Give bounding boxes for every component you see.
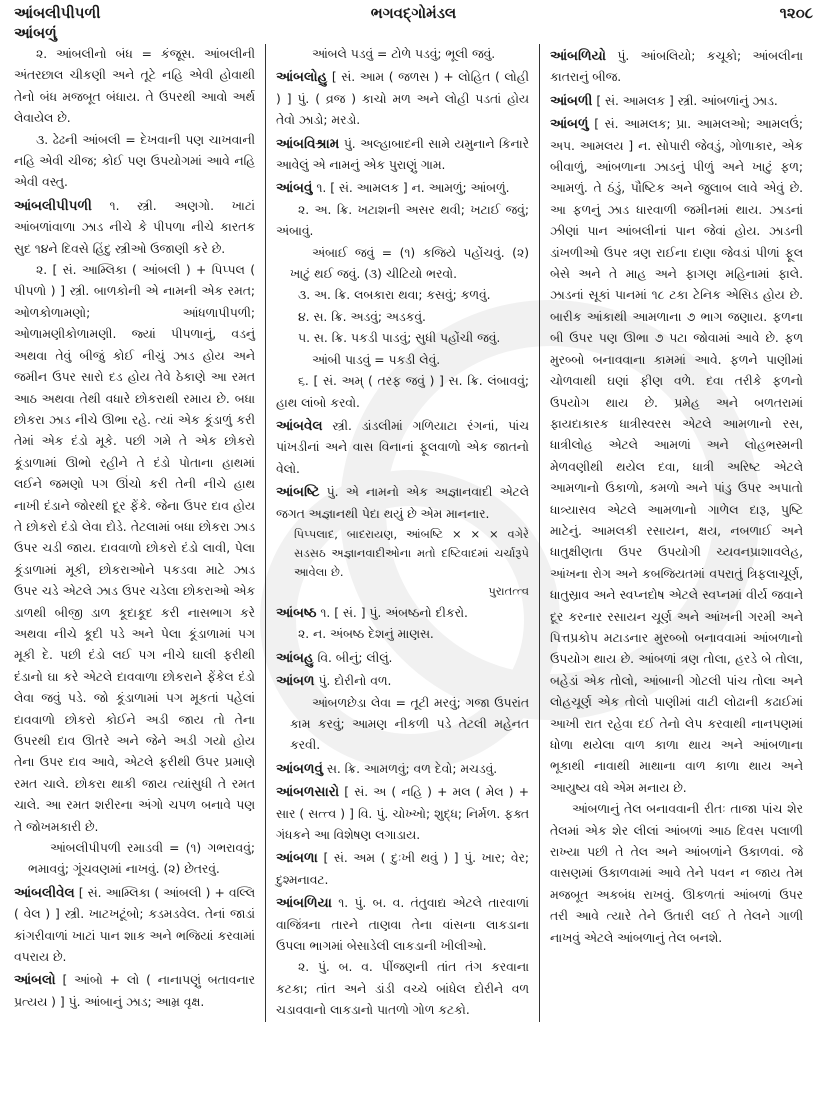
dictionary-entry (276, 178, 529, 199)
entry-headword: આંબળિયો (550, 48, 607, 64)
entry-definition: [ સં. અમ ( દુઃખી થવું ) ] પું. ખાર; વેર; દુશ્મનાવટ. (276, 851, 529, 887)
entry-sense: ૨. [ સં. આમ્લિકા ( આંબલી ) + પિપ્પલ ( પીપળો ) ] સ્ત્રી. બાળકોની એ નામની એક રમત; ઓળકોળામણો; આંધળાપીપળી; ઓળામણીકોળામણી. જ્યાં પીપળાનું, વડનું અથવા તેવું બીજું કોઈ નીચું ઝાડ હોય અને જમીન ઉપર સારો દડ હોય તેવે ઠેકાણે આ રમત આઠ અથવા તેથી વધારે છોકરાથી રમાય છે. બધા છોકરા ઝાડ નીચે ઊભા રહે. ત્યાં એક કૂંડાળું કરી તેમાં એક દંડો મૂકે. પછી ગમે તે એક છોકરો કૂંડાળામાં ઊભો રહીને તે દંડો પોતાના હાથમાં લઈને જમણો પગ ઊંચો કરી તેની નીચે હાથ નાખી દંડાને જોરથી દૂર ફેંકે. જેના ઉપર દાવ હોય તે છોકરો દંડો લેવા દોડે. તેટલામાં બધા છોકરા ઝાડ ઉપર ચડી જાય. દાવવાળો છોકરો દંડો લાવી, પેલા કૂંડાળામાં મૂકી, છોકરાઓને પકડવા માટે ઝાડ ઉપર ચડે એટલે ઝાડ ઉપર ચડેલા છોકરાઓ એક ડાળથી બીજી ડાળ કૂદાકૂદ કરી નાસભાગ કરે અથવા નીચે કૂદી પડે અને પેલા કૂંડાળામાં પગ મૂકી દે. પછી દંડો લઈ પગ નીચે ઘાલી ફરીથી દંડાનો ઘા કરે એટલે દાવવાળા છોકરાને ફેંકેલ દંડો લેવા જવું પડે. જો કૂંડાળામાં પગ મૂકતાં પહેલાં દાવવાળો છોકરો કોઈને અડી જાય તો તેના ઉપરથી દાવ ઊતરે અને જેને અડી ગયો હોય તેના ઉપર દાવ આવે, એટલે ફરીથી ઉપર પ્રમાણે રમત ચાલે. છોકરા થાકી જાય ત્યાંસુધી તે રમત ચાલે. આ રમત શરીરના અંગો ચપળ બનાવે પણ તે જોખમકારી છે. (14, 263, 255, 834)
entry-headword: આંબળ (276, 673, 315, 690)
dictionary-entry (14, 883, 255, 969)
page-title: ભગવદ્ગોમંડલ (370, 4, 457, 22)
entry-definition: વિ. બીનું; લીલું. (313, 650, 393, 665)
dictionary-entry (14, 970, 255, 1013)
page-number: ૧૨૦૮ (779, 4, 813, 22)
entry-sense: ૫. સ. ક્રિ. પકડી પાડવું; સુધી પહોંચી જવું. (298, 331, 501, 346)
entry-definition: પું. દોરીનો વળ. (314, 674, 392, 689)
entry-sense: ૬. [ સં. અમ્ ( તરફ જવું ) ] સ. ક્રિ. લંબાવવું; હાથ લાંબો કરવો. (276, 374, 529, 410)
entry-definition: સ્ત્રી. ડાંડલીમાં ગળિયાટા રંગનાં, પાંચ પાંખડીનાં અને વાસ વિનાનાં ફૂલવાળો એક જાતનો વેલો. (276, 418, 529, 476)
entry-sense: ૨. આંબલીનો બંધ = કંજૂસ. આંબલીની અંતરછાલ ચીકણી અને તૂટે નહિ એવી હોવાથી તેનો બંધ મજબૂત બંધાય. તે ઉપરથી આવો અર્થ લેવાયેલ છે. (14, 47, 255, 126)
entry-definition: પું. આંબલિયો; કચૂકો; આંબલીના કાતરાનું બીજ. (550, 49, 803, 85)
entry-headword: આંબળી (550, 92, 593, 109)
dictionary-entry (276, 671, 529, 692)
entry-definition: સ. ક્રિ. આમળવું; વળ દેવો; મચડવું. (322, 761, 498, 776)
quote-text: પિપ્પલાદ, બાદરાયણ, આંબષ્ટિ × × × વગેરે સડસઠ અજ્ઞાનવાદીઓના મતો દષ્ટિવાદમાં ચર્ચારૂપે આવેલા છે. (294, 526, 529, 579)
quote-source: પુરાતત્ત્વ (488, 583, 529, 598)
entry-definition: ૧. [ સં. આમલક ] ન. આમળું; આંબળું. (312, 181, 510, 196)
entry-sense: ૨. અ. ક્રિ. ખટાશની અસર થવી; ખટાઈ જવું; અંબાવું. (276, 202, 529, 239)
dictionary-entry (276, 848, 529, 891)
entry-definition: [ સં. અ ( નહિ ) + મલ ( મેલ ) + સાર ( સત્ત્વ ) ] વિ. પું. ચોખ્ખો; શુદ્ધ; નિર્મળ. ફક્ત ગંધકને આ વિશેષણ લગાડાય. (276, 785, 529, 842)
entry-headword: આંબવિશ્રામ (276, 135, 340, 152)
dictionary-entry (276, 67, 529, 131)
column-middle (265, 44, 539, 1022)
entry-headword: આંબળા (276, 850, 318, 867)
entry-definition: ૧. સ્ત્રી. અણગો. ખાટાં આંબળાંવાળા ઝાડ નીચે કે પીપળા નીચે કારતક સુદ ૧૪ને દિવસે હિંદુ સ્ત્રીઓ ઉજાણી કરે છે. (14, 198, 255, 256)
entry-headword: આંબષ્ઠ (276, 604, 317, 621)
entry-headword: આંબલીવેલ (14, 884, 75, 901)
idiom-usage: આંબલીપીપળી રમાડવી = (૧) ગભરાવવું; ભમાવવું; ગૂંચવણમાં નાખવું. (૨) છેતરવું. (28, 841, 255, 877)
idiom-usage: આંબળછેડા લેવા = તૂટી મરવું; ગજા ઉપરાંત કામ કરવું; આમણ નીકળી પડે તેટલી મહેનત કરવી. (290, 695, 529, 753)
entry-headword: આંબળવું (276, 760, 323, 777)
idiom-usage: આંબી પાડવું = પકડી લેવું. (312, 352, 441, 367)
idiom-usage: આંબલે પડવું = ટોળે પડવું; ભૂલી જવું. (312, 47, 496, 61)
dictionary-entry (276, 893, 529, 957)
entry-headword: આંબળિયા (276, 895, 332, 912)
entry-headword: આંબલીપીપળી (14, 197, 92, 214)
dictionary-entry (276, 759, 529, 780)
entry-definition: ૧. પું. બ. વ. તંતુવાદ્ય એટલે તારવાળાં વાજિંત્રના તારને તાણવા તેના વાંસના લાકડાના ઉપલા ભાગમાં બેસાડેલી લાકડાની ખીલીઓ. (276, 896, 529, 954)
entry-sense: ૨. પું. બ. વ. પીંજણની તાંત તંગ કરવાના કટકા; તાંત અને ડાંડી વચ્ચે બાંધેલ દોરીને વળ ચડાવવાનો લાકડાનો પાતળો ગોળ કટકો. (276, 960, 529, 1018)
entry-headword: આંબવેલ (276, 417, 323, 434)
entry-definition: [ આંબો + લો ( નાનાપણું બતાવનાર પ્રત્યય ) ] પું. આંબાનું ઝાડ; આમ્ર વૃક્ષ. (14, 973, 255, 1009)
entry-definition: [ સં. આમલક ] સ્ત્રી. આંબળાંનું ઝાડ. (592, 93, 778, 108)
dictionary-entry (276, 416, 529, 480)
entry-sense: ૩. અ. ક્રિ. લબકારા થવા; કસવું; કળવું. (298, 288, 491, 303)
dictionary-entry (276, 134, 529, 177)
dictionary-entry (550, 114, 803, 799)
entry-definition: ૧. [ સં. ] પું. અંબષ્ઠનો દીકરો. (316, 605, 468, 620)
entry-headword: આંબળું (550, 116, 589, 133)
entry-definition: પું. અલ્હાબાદની સામે યમુનાને કિનારે આવેલું એ નામનું એક પુરાણું ગામ. (276, 136, 529, 173)
dictionary-entry (550, 91, 803, 112)
entry-sense: ૪. સ. ક્રિ. અડવું; અડકવું. (298, 309, 426, 324)
entry-definition: [ સં. આમ્લિકા ( આંબલી ) + વલ્લિ ( વેલ ) ] સ્ત્રી. ખાટખટૂંબો; કડમડવેલ. તેનાં જાડાં કાંગરીવાળાં ખાટાં પાન શાક અને ભજિયાં કરવામાં વપરાય છે. (14, 885, 255, 965)
guide-word-top: આંબલીપીપળી (14, 4, 101, 22)
dictionary-entry (276, 648, 529, 669)
dictionary-entry (14, 196, 255, 260)
entry-sense: આંબળાનું તેલ બનાવવાની રીતઃ તાજા પાંચ શેર તેલમાં એક શેર લીલાં આંબળાં આઠ દિવસ પલાળી રાખ્યા પછી તે તેલ અને આંબળાંને ઉકાળવાં. જે વાસણમાં ઉકાળવામાં આવે તેને પવન ન જાય તેમ મજબૂત અકબંધ રાખવું. ઊકળતાં આંબળાં ઉપર તરી આવે ત્યારે તેને ઉતારી લઈ તે તેલને ગાળી નાખવું એટલે આંબળાનું તેલ બનશે. (550, 802, 803, 945)
dictionary-entry (276, 782, 529, 846)
entry-sense: ૨. ન. અંબષ્ઠ દેશનું માણસ. (298, 627, 434, 642)
guide-word-bottom: આંબળું (14, 24, 57, 42)
page-header (14, 4, 813, 26)
entry-headword: આંબવું (276, 180, 313, 197)
dictionary-entry (276, 603, 529, 624)
entry-headword: આંબહુ (276, 649, 314, 666)
dictionary-entry (276, 482, 529, 525)
dictionary-entry (550, 46, 803, 89)
column-left (12, 44, 265, 1022)
idiom-usage: અંબાઈ જવું = (૧) કજિયે પહોંચવું. (૨) ખાટું થઈ જવું. (૩) ચીટિયો ભરવો. (290, 245, 529, 282)
entry-headword: આંબળસારો (276, 784, 340, 801)
column-right (539, 44, 813, 1022)
entry-definition: [ સં. આમ ( જળસ ) + લોહિત ( લોહી ) ] પું. ( વ્રજ ) કાચો મળ અને લોહી પડતાં હોય તેવો ઝાડો; મરડો. (276, 70, 529, 128)
citation-quote (276, 525, 529, 601)
entry-headword: આંબલો (14, 972, 56, 989)
entry-headword: આંબષ્ટિ (276, 484, 320, 501)
entry-definition: પું. એ નામનો એક અજ્ઞાનવાદી એટલે જગત અજ્ઞાનથી પેદા થયું છે એમ માનનાર. (276, 485, 529, 521)
entry-headword: આંબલોહુ (276, 69, 328, 86)
entry-sense: ૩. ઢેઢની આંબલી = દેખવાની પણ ચાખવાની નહિ એવી ચીજ; કોઈ પણ ઉપયોગમાં આવે નહિ એવી વસ્તુ. (14, 132, 255, 190)
entry-definition: [ સં. આમલક; પ્રા. આમલઓ; આમલઉં; અપ. આમલય ] ન. સોપારી જેવડું, ગોળાકાર, એક બીવાળું, આંબળાના ઝાડનું પીળું અને ખાટું ફળ; આમળું. તે ઠંડું, પૌષ્ટિક અને જુલાબ લાવે એવું છે. આ ફળનું ઝાડ ધારવાળી જમીનમાં થાય. ઝાડનાં ઝીણાં પાન આંબલીનાં પાન જેવાં હોય. ઝાડની ડાંખળીઓ ઉપર ત્રણ રાઈના દાણા જેવડાં પીળાં ફૂલ બેસે અને તે માહ અને ફાગણ મહિનામાં ફાલે. ઝાડનાં સૂકાં પાનમાં ૧૮ ટકા ટેનિક એસિડ હોય છે. બારીક આંકાથી આમળાના ૭ ભાગ જણાય. ફળના બી ઉપર પણ ઊભા ૭ પટા જોવામાં આવે છે. ફળ મુરબ્બો બનાવવાના કામમાં આવે. ફળને પાણીમાં ચોળવાથી ઘણાં ફીણ વળે. દવા તરીકે ફળનો ઉપયોગ થાય છે. પ્રમેહ અને બળતરામાં ફાયદાકારક ધાત્રીસ્વરસ એટલે આમળાનો રસ, ધાત્રીલોહ એટલે આમળાં અને લોહભસ્મની મેળવણીથી થયેલ દવા, ધાત્રી અરિષ્ટ એટલે આમળાનો ઉકાળો, કમળો અને પાંડુ ઉપર અપાતો ધાત્ર્યાસવ એટલે આમળાનો ગાળેલ દારૂ, પુષ્ટિ માટેનું. આમલકી રસાયન, ક્ષય, નબળાઈ અને ધાતુક્ષીણતા ઉપર ઉપયોગી ચ્યવનપ્રાશાવલેહ, આંખના રોગ અને કબજિયતમાં વપરાતું ત્રિફલાચૂર્ણ, ધાતુસ્રાવ અને સ્વપ્નદોષ એટલે સ્વપ્નમાં વીર્ય જવાને દૂર કરનાર રસાયન ચૂર્ણ અને આંખની ગરમી અને પિત્તપ્રકોપ મટાડનાર મુરબ્બો બનાવવામાં આંબળાનો ઉપયોગ થાય છે. આંબળાં ત્રણ તોલા, હરડે બે તોલા, બહેડાં એક તોલો, આંબાની ગોટલી પાંચ તોલા અને લોહચૂર્ણ એક તોલો પાણીમાં વાટી લોઢાની કઢાઈમાં આખી રાત રહેવા દઈ તેનો લેપ કરવાથી નાનપણમાં ધોળા થયેલા વાળ કાળા થાય અને આંબળાના ભૂકાથી નાવાથી માથાના વાળ કાળા થાય અને આયુષ્ય વધે એમ મનાય છે. (550, 117, 803, 795)
